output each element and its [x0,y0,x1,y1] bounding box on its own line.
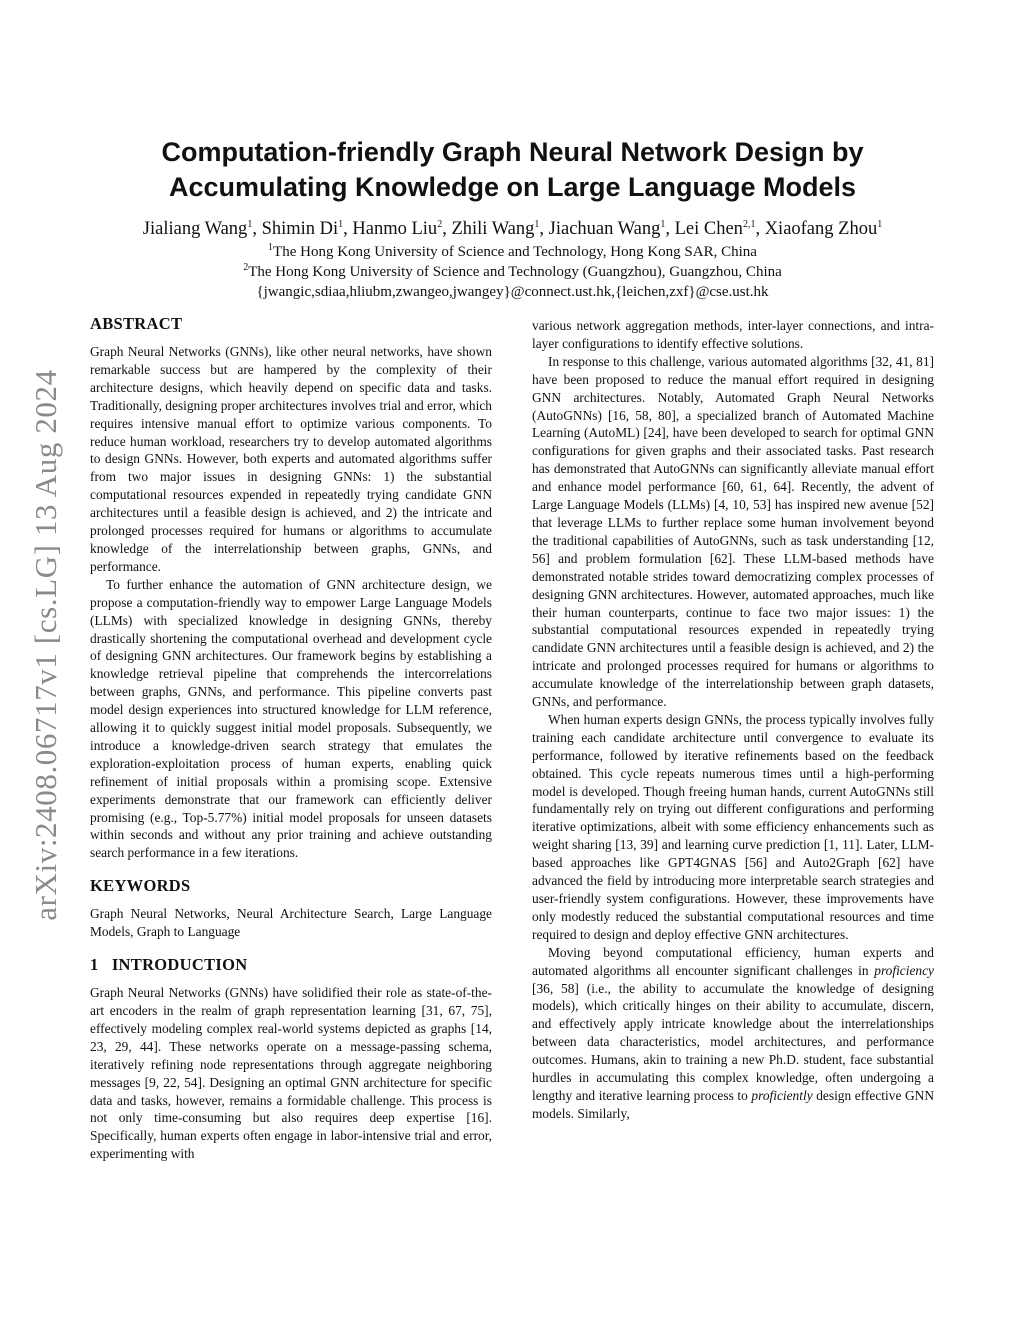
abstract-paragraph-1: Graph Neural Networks (GNNs), like other neural networks, have shown remarkable success but are hampered by the complexity of their architecture designs, which heavily depend on specific data and tasks. Traditionally, designing proper architectures involves trial and error, which requires intensive manual effort to optimize various components. To reduce human workload, researchers try to develop automated algorithms to design GNNs. However, both experts and automated algorithms suffer from two major issues in designing GNNs: 1) the substantial computational resources expended in repeatedly trying candidate GNN architectures until a feasible design is achieved, and 2) the intricate and prolonged processes required for humans or algorithms to accumulate knowledge of the interrelationship between graphs, GNNs, and performance. [90,344,492,574]
author: Jiachuan Wang$^1$, [548,218,675,239]
left-column [90,314,492,1163]
author: Xiaofang Zhou$^1$ [764,218,883,239]
keywords-heading: KEYWORDS [90,876,191,896]
author: Zhili Wang$^1$, [451,218,549,239]
author-emails: {jwangic,sdiaa,hliubm,zwangeo,jwangey}@connect.ust.hk,{leichen,zxf}@cse.ust.hk [256,284,769,300]
intro-paragraph-3: When human experts design GNNs, the process typically involves fully training each candidate architecture until convergence to evaluate its performance, followed by iterative refinements based on the feedback obtained. This cycle repeats numerous times until a high-performing model is developed. Though freeing human hands, current AutoGNNs still fundamentally rely on trying out different configurations and performing iterative optimizations, albeit with some efficiency enhancements such as weight sharing [13, 39] and learning curve prediction [1, 11]. Later, LLM-based approaches like GPT4GNAS [56] and Auto2Graph [62] have advanced the field by introducing more interpretable search strategies and user-friendly system configurations. However, these improvements have only modestly reduced the substantial computational resources and time required to design and deploy effective GNN architectures. [532,711,934,942]
author: Shimin Di$^1$, [261,218,353,239]
right-column [532,317,934,1123]
intro-continued-paragraph: various network aggregation methods, inter-layer connections, and intra-layer configurations to identify effective solutions. [532,318,934,351]
author: Jialiang Wang$^1$, [142,218,262,239]
introduction-paragraph-1: Graph Neural Networks (GNNs) have solidified their role as state-of-the-art encoders in the realm of graph representation learning [31, 67, 75], effectively modeling complex real-world systems depicted as graphs [14, 23, 29, 44]. These networks operate on a message-passing schema, iteratively refining node representations through aggregate neighboring messages [9, 22, 54]. Designing an optimal GNN architecture for specific data and tasks, however, remains a formidable challenge. This process is not only time-consuming but also requires deep expertise [16]. Specifically, human experts often engage in labor-intensive trial and error, experimenting with [90,985,492,1162]
intro-paragraph-4: Moving beyond computational efficiency, human experts and automated algorithms all encounter significant challenges in proficiency [36, 58] (i.e., the ability to accumulate the knowledge of designing models), which critically hinges on their ability to accumulate, discern, and effectively apply intricate knowledge about the interrelationships between data characteristics, model architectures, and performance outcomes. Humans, akin to training a new Ph.D. student, face substantial hurdles in accumulating this complex knowledge, often undergoing a lengthy and iterative learning process to proficiently design effective GNN models. Similarly, [532,944,934,1121]
author: Hanmo Liu$^2$, [352,218,452,239]
intro-paragraph-2: In response to this challenge, various automated algorithms [32, 41, 81] have been proposed to reduce the manual effort required in designing GNN architectures. Notably, Automated Graph Neural Networks (AutoGNNs) [16, 58, 80], a specialized branch of Automated Machine Learning (AutoML) [24], have been developed to search for optimal GNN configurations for given graphs and their associated tasks. Past research has demonstrated that AutoGNNs can significantly alleviate manual effort and enhance model performance [60, 61, 64]. Recently, the advent of Large Language Models (LLMs) [4, 10, 53] has inspired new avenue [52] that leverage LLMs to further replace some human involvement beyond the traditional capabilities of AutoGNNs, such as task understanding [12, 56] and problem formulation [62]. These LLM-based methods have demonstrated notable strides toward democratizing complex processes of designing GNN architectures. However, automated approaches, much like their human counterparts, continue to face two major issues: 1) the substantial computational resources expended in repeatedly trying candidate GNN architectures until a feasible design is achieved, and 2) the intricate and prolonged processes required for humans or algorithms to accumulate knowledge of the interrelationship between graph datasets, GNNs, and performance. [532,353,934,710]
title-line-1: Computation-friendly Graph Neural Network Design by [161,137,864,167]
introduction-heading: 1 INTRODUCTION [90,955,248,975]
arxiv-identifier: arXiv:2408.06717v1 [cs.LG] 13 Aug 2024 [28,369,63,921]
abstract-heading: ABSTRACT [90,314,183,333]
paper-title [90,135,935,205]
affiliation-2: $^2$The Hong Kong University of Science and Technology (Guangzhou), Guangzhou, China [243,262,782,280]
author: Lei Chen$^{2,1}$, [674,218,765,239]
abstract-paragraph-2: To further enhance the automation of GNN architecture design, we propose a computation-friendly way to empower Large Language Models (LLMs) with specialized knowledge in designing GNNs, thereby drastically shortening the computational overhead and development cycle of designing GNN architectures. Our framework begins by establishing a knowledge retrieval pipeline that comprehends the intercorrelations between graphs, GNNs, and performance. This pipeline converts past model design experiences into structured knowledge for LLM reference, allowing it to quickly suggest initial model proposals. Subsequently, we introduce a knowledge-driven search strategy that emulates the exploration-exploitation process of human experts, enabling quick refinement of initial proposals within a promising scope. Extensive experiments demonstrate that our framework can efficiently deliver promising (e.g., Top-5.77%) initial model proposals for unseen datasets within seconds and without any prior training and achieve outstanding search performance in a few iterations. [90,576,492,861]
affiliation-1: $^1$The Hong Kong University of Science and Technology, Hong Kong SAR, China [268,242,757,260]
keywords-text: Graph Neural Networks, Neural Architecture Search, Large Language Models, Graph to Language [90,906,492,940]
author-list [90,218,935,240]
title-line-2: Accumulating Knowledge on Large Language Models [168,172,857,202]
arxiv-side-stamp [20,340,72,950]
